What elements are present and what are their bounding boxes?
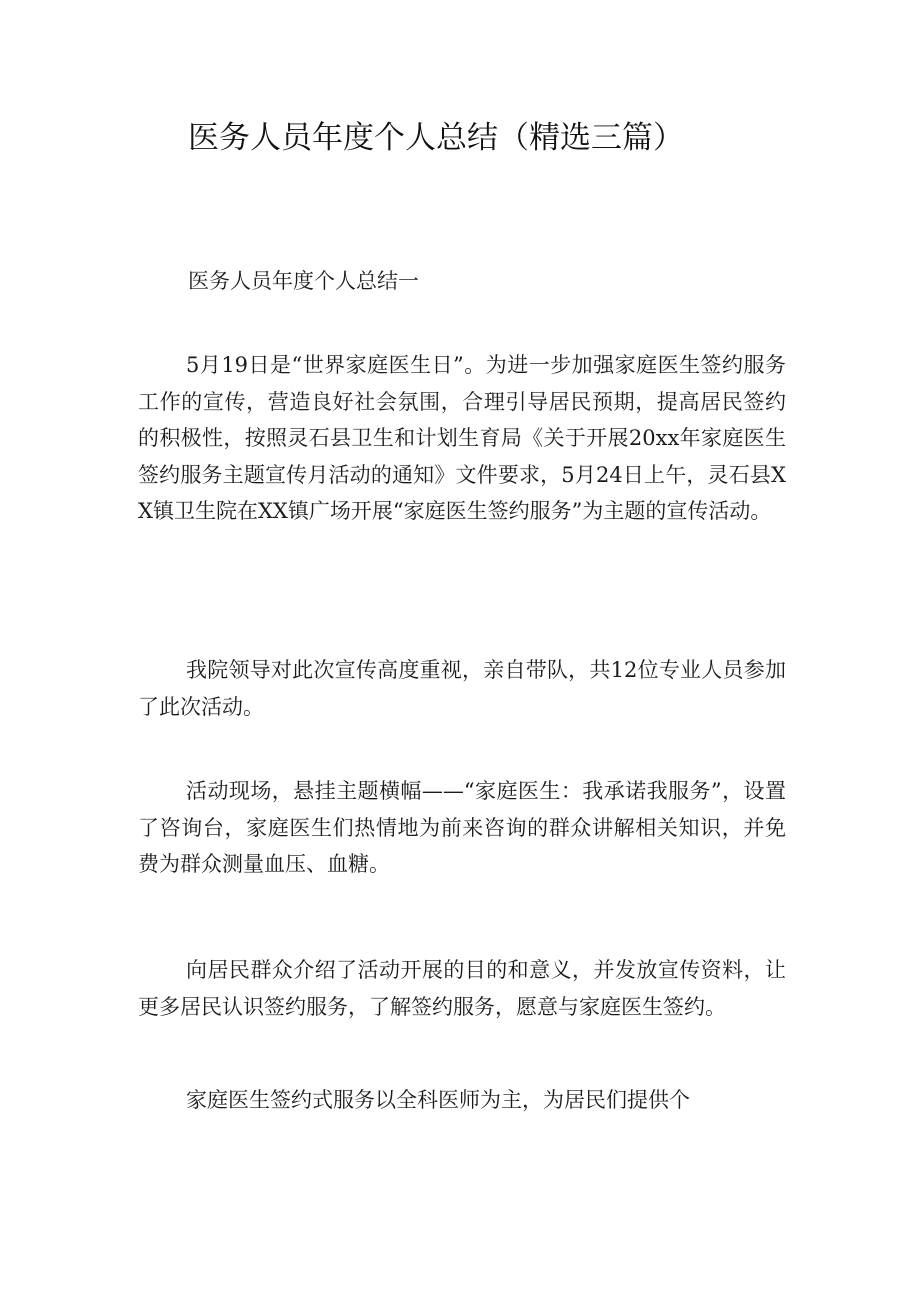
paragraph-2: 我院领导对此次宣传高度重视，亲自带队，共12位专业人员参加了此次活动。: [138, 658, 786, 719]
paragraph-4: 向居民群众介绍了活动开展的目的和意义，并发放宣传资料，让更多居民认识签约服务，了解签约服务，愿意与家庭医生签约。: [138, 958, 786, 1019]
document-title: 医务人员年度个人总结（精选三篇）: [188, 120, 684, 156]
section-heading: 医务人员年度个人总结一: [188, 269, 419, 293]
paragraph-1: 5月19日是“世界家庭医生日”。为进一步加强家庭医生签约服务工作的宣传，营造良好社会氛围，合理引导居民预期，提高居民签约的积极性，按照灵石县卫生和计划生育局《关于开展20xx年家庭医生签约服务主题宣传月活动的通知》文件要求，5月24日上午，灵石县XX镇卫生院在XX镇广场开展“家庭医生签约服务”为主题的宣传活动。: [138, 353, 786, 523]
paragraph-5: 家庭医生签约式服务以全科医师为主，为居民们提供个: [186, 1088, 690, 1112]
paragraph-3: 活动现场，悬挂主题横幅——“家庭医生：我承诺我服务”，设置了咨询台，家庭医生们热情地为前来咨询的群众讲解相关知识，并免费为群众测量血压、血糖。: [138, 779, 786, 876]
